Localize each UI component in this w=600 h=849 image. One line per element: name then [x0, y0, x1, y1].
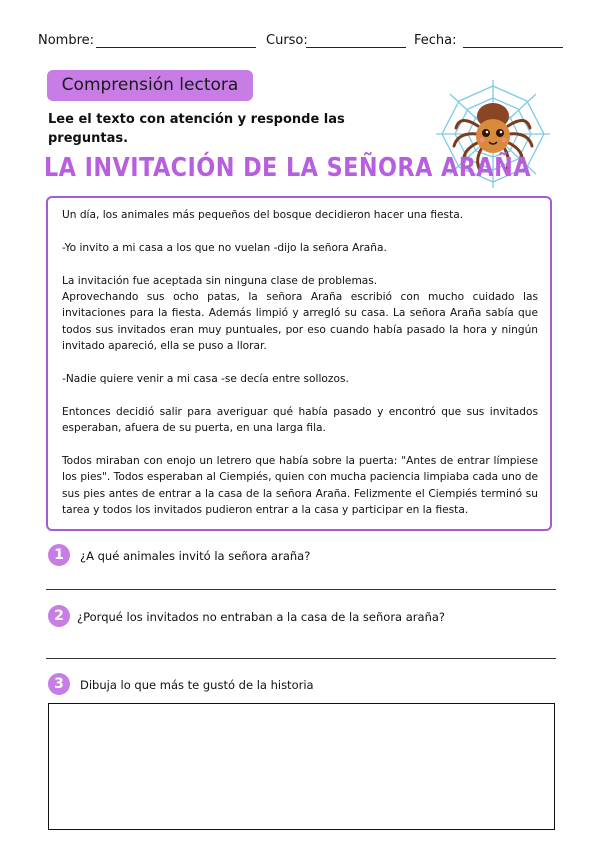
section-badge: Comprensión lectora	[47, 70, 253, 101]
story-paragraph: Aprovechando sus ocho patas, la señora Araña escribió con mucho cuidado las invitaciones para la fiesta. Además limpió y arregló su casa. La señora Araña sabía que todos sus invitados eran muy puntuales, por eso cuando había pasado la hora y ningún invitado apareció, ella se puso a llorar.	[62, 291, 538, 353]
story-paragraph: Todos miraban con enojo un letrero que había sobre la puerta: "Antes de entrar límpiese los pies". Todos esperaban al Ciempiés, quien con mucha paciencia limpiaba cada uno de sus pies antes de entrar a la casa de la señora Araña. Felizmente el Ciempiés terminó su tarea y todos los invitados pudieron entrar a la casa y participar en la fiesta.	[62, 455, 538, 517]
question-text: ¿A qué animales invitó la señora araña?	[80, 549, 311, 563]
question-text: ¿Porqué los invitados no entraban a la casa de la señora araña?	[77, 610, 446, 624]
answer-line[interactable]	[46, 589, 556, 590]
instruction-text: Lee el texto con atención y responde las preguntas.	[48, 112, 345, 146]
story-title: LA INVITACIÓN DE LA SEÑORA ARAÑA	[44, 153, 532, 183]
story-paragraph: Entonces decidió salir para averiguar qué había pasado y encontró que sus invitados esperaban, afuera de su puerta, en una larga fila.	[62, 405, 538, 435]
question-text: Dibuja lo que más te gustó de la historia	[80, 678, 314, 692]
story-paragraph: La invitación fue aceptada sin ninguna clase de problemas.	[62, 274, 378, 287]
date-field[interactable]	[463, 47, 563, 48]
story-paragraph: -Yo invito a mi casa a los que no vuelan -dijo la señora Araña.	[62, 241, 387, 254]
question-number-badge: 3	[48, 673, 70, 695]
course-label: Curso:	[266, 33, 308, 48]
name-label: Nombre:	[38, 33, 95, 48]
story-paragraph: -Nadie quiere venir a mi casa -se decía entre sollozos.	[62, 373, 349, 386]
question-number-badge: 1	[48, 544, 70, 566]
story-box	[46, 196, 552, 531]
date-label: Fecha:	[414, 33, 457, 48]
course-field[interactable]	[306, 47, 406, 48]
question-number-badge: 2	[48, 605, 70, 627]
answer-line[interactable]	[46, 658, 556, 659]
drawing-box[interactable]	[48, 703, 555, 830]
name-field[interactable]	[96, 47, 256, 48]
story-paragraph: Un día, los animales más pequeños del bosque decidieron hacer una fiesta.	[62, 209, 464, 221]
student-info-header	[38, 30, 568, 52]
